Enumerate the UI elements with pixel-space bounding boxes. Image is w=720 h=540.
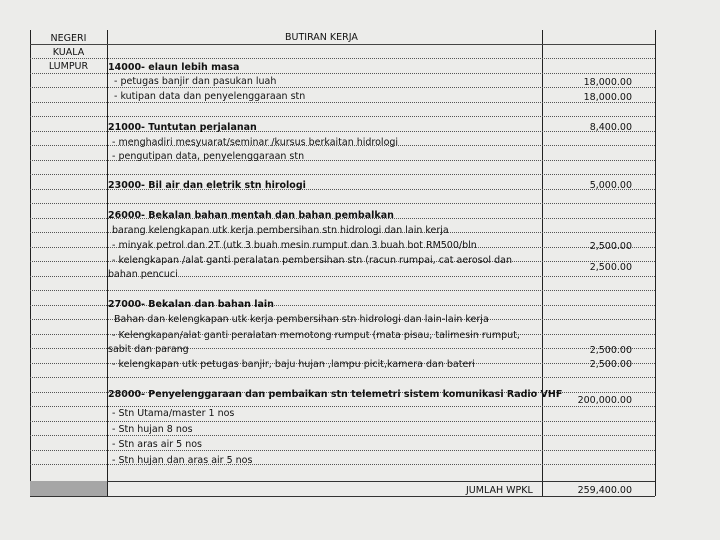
section-title-27000: 27000- Bekalan dan bahan lain [108, 299, 274, 310]
amount: 18,000.00 [583, 92, 632, 103]
amount: 2,500.00 [589, 241, 632, 252]
section-line: - minyak petrol dan 2T (utk 3 buah mesin rumput dan 3 buah bot RM500/bln [112, 240, 477, 251]
section-line: - Kelengkapan/alat ganti peralatan memotong rumput (mata pisau, talimesin rumput, [112, 330, 520, 341]
section-line: - menghadiri mesyuarat/seminar /kursus berkaitan hidrologi [112, 137, 399, 148]
amount: 2,500.00 [589, 262, 632, 273]
section-title-26000: 26000- Bekalan bahan mentah dan bahan pembalkan [108, 210, 394, 221]
section-line: - kelengkapan utk petugas banjir, baju hujan ,lampu picit,kamera dan bateri [112, 359, 475, 370]
header-negeri: NEGERI [50, 33, 87, 44]
row-divider [30, 481, 655, 482]
row-divider [30, 58, 655, 59]
table-border-right [655, 30, 656, 496]
row-divider [30, 203, 655, 204]
section-line: - kelengkapan /alat ganti peralatan pembersihan stn (racun rumpai, cat aerosol dan [112, 255, 512, 266]
row-divider [30, 435, 655, 436]
row-divider [30, 116, 655, 117]
amount: 2,500.00 [589, 345, 632, 356]
total-label: JUMLAH WPKL [466, 485, 533, 496]
section-title-21000: 21000- Tuntutan perjalanan [108, 122, 257, 133]
amount: 5,000.00 [589, 180, 632, 191]
section-line: Bahan dan kelengkapan utk kerja pembersihan stn hidrologi dan lain-lain kerja [114, 314, 489, 325]
amount: 8,400.00 [589, 122, 632, 133]
section-line: - Stn Utama/master 1 nos [112, 408, 235, 419]
column-divider-1 [107, 30, 108, 496]
row-divider [30, 377, 655, 378]
section-line: - petugas banjir dan pasukan luah [114, 76, 277, 87]
total-amount: 259,400.00 [577, 485, 632, 496]
amount: 200,000.00 [577, 395, 632, 406]
negeri-line-1: KUALA [52, 47, 85, 58]
section-line: - kutipan data dan penyelenggaraan stn [114, 91, 306, 102]
section-line: sabit dan parang [108, 344, 189, 355]
section-line: - Stn aras air 5 nos [112, 439, 202, 450]
amount: 18,000.00 [583, 77, 632, 88]
section-line: - Stn hujan 8 nos [112, 424, 193, 435]
row-divider [30, 496, 655, 497]
row-divider [30, 73, 655, 74]
negeri-line-2: LUMPUR [48, 61, 89, 72]
row-divider [30, 44, 655, 45]
header-butiran-kerja: BUTIRAN KERJA [285, 32, 358, 43]
section-line: bahan pencuci [108, 269, 178, 280]
amount: 2,500.00 [589, 359, 632, 370]
row-divider [30, 290, 655, 291]
section-title-28000: 28000- Penyelenggaraan dan pembaikan stn telemetri sistem komunikasi Radio VHF [108, 389, 563, 400]
total-row-shade [30, 481, 107, 496]
section-title-14000: 14000- elaun lebih masa [108, 62, 240, 73]
row-divider [30, 421, 655, 422]
section-line: barang kelengkapan utk kerja pembersihan stn hidrologi dan lain kerja [112, 225, 449, 236]
section-line: - Stn hujan dan aras air 5 nos [112, 455, 253, 466]
table-border-left [30, 30, 31, 496]
row-divider [30, 450, 655, 451]
row-divider [30, 174, 655, 175]
row-divider [30, 406, 655, 407]
section-title-23000: 23000- Bil air dan eletrik stn hirologi [108, 180, 306, 191]
section-line: - pengutipan data, penyelenggaraan stn [112, 151, 305, 162]
